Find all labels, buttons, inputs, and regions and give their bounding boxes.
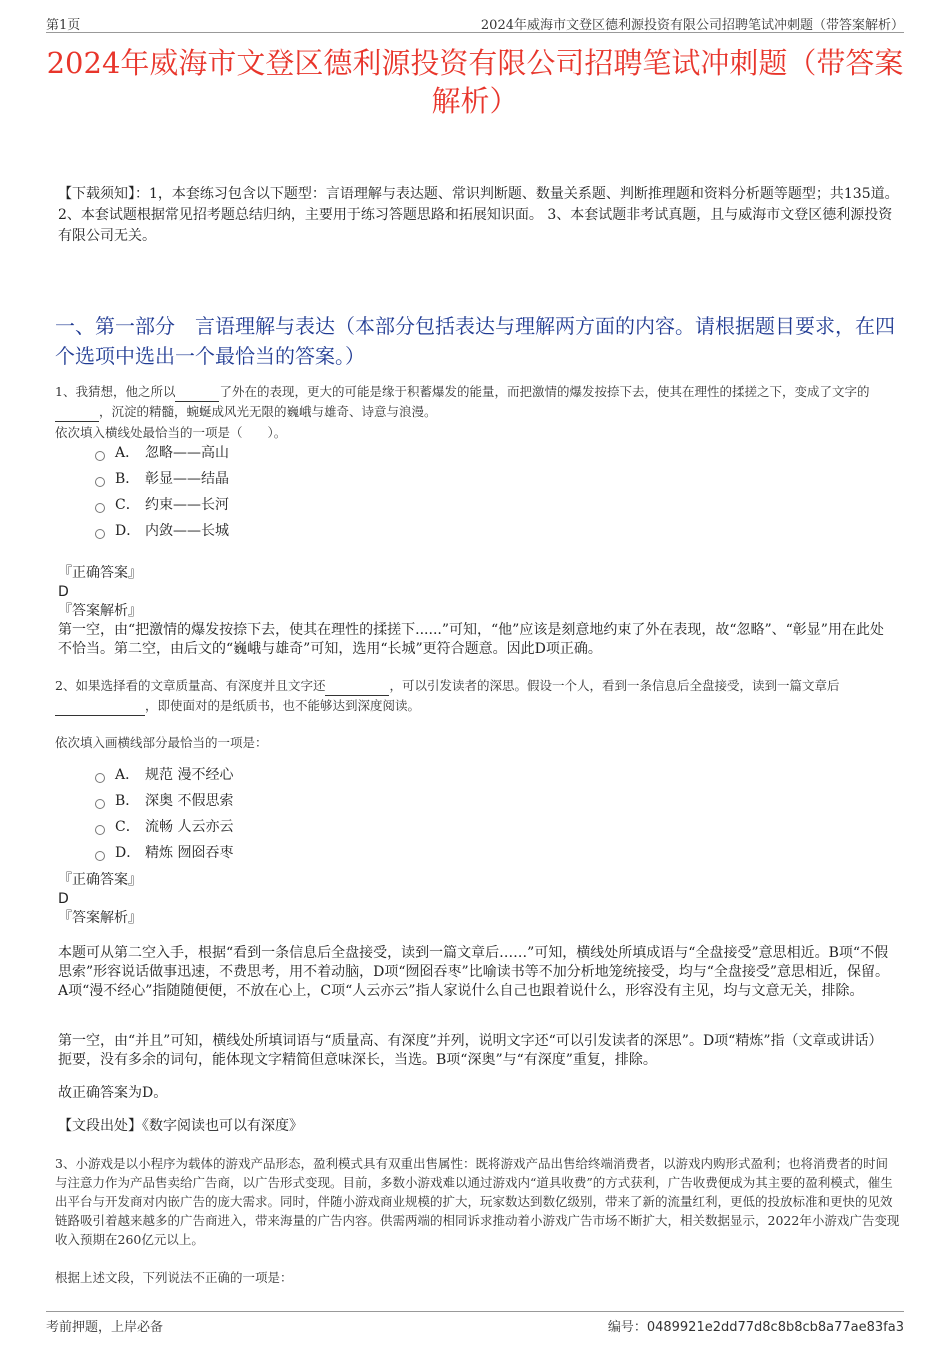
answer-label: 『正确答案』 [58,872,142,888]
radio-icon[interactable] [95,451,105,461]
fill-blank [175,382,219,402]
question-1-options [95,440,229,544]
header-doc-title: 2024年威海市文登区德利源投资有限公司招聘笔试冲刺题（带答案解析） [480,18,904,33]
question-2-prompt: 依次填入画横线部分最恰当的一项是： [55,735,268,750]
option-b[interactable]: B． 深奥 不假思索 [95,788,233,814]
question-1-stem: 1、我猜想，他之所以 了外在的表现，更大的可能是缘于积蓄爆发的能量，而把激情的爆发按捺下去，使其在理性的揉搓之下，变成了文字的 ，沉淀的精髓，蜿蜒成风光无限的巍峨与雄奇、诗意与浪漫。 [55,382,900,422]
analysis-label: 『答案解析』 [58,603,142,619]
fill-blank [325,676,389,696]
option-d[interactable]: D． 内敛——长城 [95,518,229,544]
question-2-stem: 2、如果选择看的文章质量高、有深度并且文字还 ，可以引发读者的深思。假设一个人，看到一条信息后全盘接受，读到一篇文章后 ，即使面对的是纸质书，也不能够达到深度阅读。 [55,676,900,716]
answer-label: 『正确答案』 [58,565,142,581]
radio-icon[interactable] [95,773,105,783]
option-c[interactable]: C． 流畅 人云亦云 [95,814,233,840]
footer-serial: 编号：0489921e2dd77d8c8b8cb8a77ae83fa3 [607,1320,904,1335]
option-a[interactable]: A． 忽略——高山 [95,440,229,466]
section-heading: 一、第一部分 言语理解与表达（本部分包括表达与理解两方面的内容。请根据题目要求，在四个选项中选出一个最恰当的答案。） [55,314,895,368]
radio-icon[interactable] [95,825,105,835]
question-3-prompt: 根据上述文段，下列说法不正确的一项是： [55,1270,293,1285]
option-d[interactable]: D． 精炼 囫囵吞枣 [95,840,233,866]
page-footer [46,1311,904,1334]
analysis-paragraph-1: 本题可从第二空入手，根据“看到一条信息后全盘接受，读到一篇文章后……”可知，横线处所填成语与“全盘接受”意思相近。B项“不假思索”形容说话做事迅速，不费思考，用不着动脑，D项“囫囵吞枣”比喻读书等不加分析地笼统接受，均与“全盘接受”意思相近，保留。A项“漫不经心”指随随便便，不放在心上，C项“人云亦云”指人家说什么自己也跟着说什么，形容没有主见，均与文意无关，排除。 [58,945,890,999]
option-a[interactable]: A． 规范 漫不经心 [95,762,233,788]
analysis-text: 第一空，由“把激情的爆发按捺下去，使其在理性的揉搓下......”可知，“他”应该是刻意地约束了外在表现，故“忽略”、“彰显”用在此处不恰当。第二空，由后文的“巍峨与雄奇”可知，选用“长城”更符合题意。因此D项正确。 [58,622,884,657]
answer-value: D [58,891,69,907]
radio-icon[interactable] [95,851,105,861]
fill-blank [55,402,99,422]
text-source: 【文段出处】《数字阅读也可以有深度》 [58,1118,303,1134]
question-3-stem: 3、小游戏是以小程序为载体的游戏产品形态，盈利模式具有双重出售属性：既将游戏产品出售给终端消费者，以游戏内购形式盈利；也将消费者的时间与注意力作为产品售卖给广告商，以广告形式变现。目前，多数小游戏难以通过游戏内“道具收费”的方式获利，广告收费便成为其主要的盈利模式，催生出平台与开发商对内嵌广告的庞大需求。同时，伴随小游戏商业规模的扩大，玩家数达到数亿级别，带来了新的流量红利，更低的投放标准和更快的见效链路吸引着越来越多的广告商进入，带来海量的广告内容。供需两端的相同诉求推动着小游戏广告市场不断扩大，相关数据显示，2022年小游戏广告变现收入预期在260亿元以上。 [55,1156,900,1247]
footer-slogan: 考前押题，上岸必备 [46,1320,164,1335]
question-2-answer-head [58,871,895,928]
radio-icon[interactable] [95,799,105,809]
radio-icon[interactable] [95,503,105,513]
radio-icon[interactable] [95,477,105,487]
option-c[interactable]: C． 约束——长河 [95,492,229,518]
analysis-paragraph-2: 第一空，由“并且”可知，横线处所填词语与“质量高、有深度”并列，说明文字还“可以引发读者的深思”。D项“精炼”指（文章或讲话）扼要，没有多余的词句，能体现文字精简但意味深长，当选。B项“深奥”与“有深度”重复，排除。 [58,1033,883,1068]
radio-icon[interactable] [95,529,105,539]
question-1-prompt: 依次填入横线处最恰当的一项是（ ）。 [55,425,287,440]
document-title: 2024年威海市文登区德利源投资有限公司招聘笔试冲刺题（带答案解析） [46,46,904,118]
question-1-answer-block [58,564,895,659]
answer-value: D [58,584,69,600]
analysis-label: 『答案解析』 [58,910,142,926]
download-notice: 【下载须知】：1，本套练习包含以下题型：言语理解与表达题、常识判断题、数量关系题、判断推理题和资料分析题等题型；共135道。 2、本套试题根据常见招考题总结归纳，主要用于练习答题思路和拓展知识面。 3、本套试题非考试真题，且与威海市文登区德利源投资有限公司无关。 [58,186,899,244]
final-answer: 故正确答案为D。 [58,1085,168,1101]
page-number: 第1页 [46,18,81,33]
fill-blank [55,696,145,716]
option-b[interactable]: B． 彰显——结晶 [95,466,229,492]
question-2-options [95,762,233,866]
page-header [46,12,904,33]
